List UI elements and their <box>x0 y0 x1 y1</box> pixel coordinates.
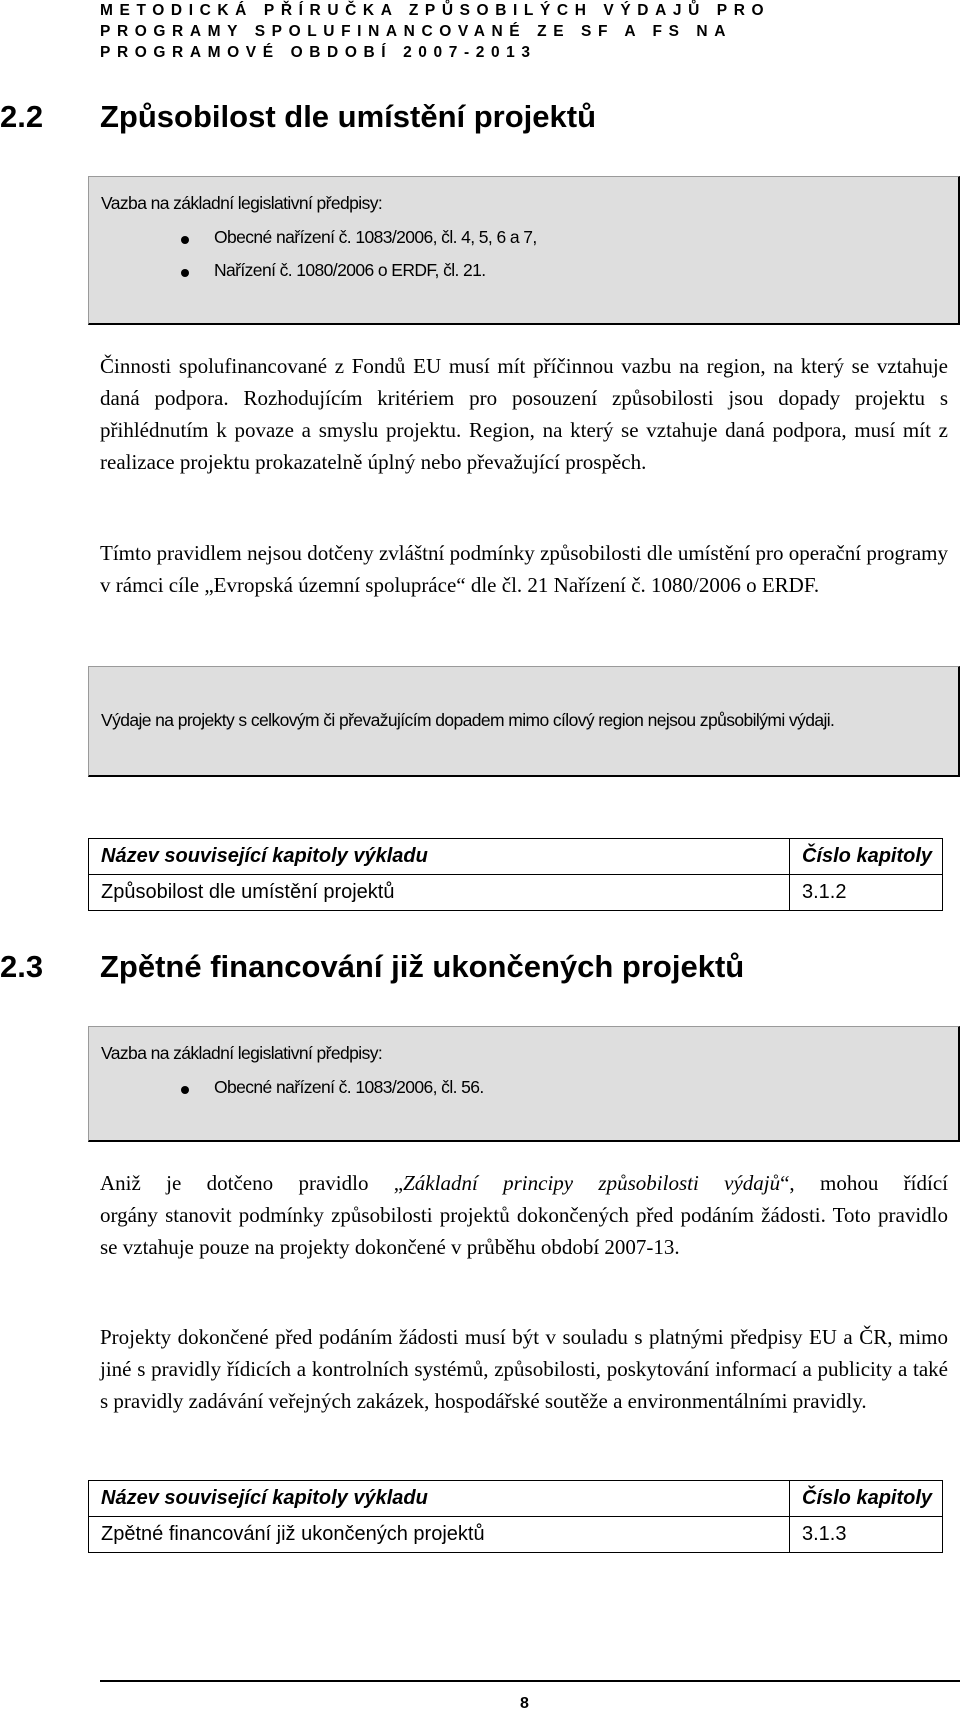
related-chapters-table <box>88 1480 943 1553</box>
bullet-icon <box>181 269 189 277</box>
section-number: 2.3 <box>0 949 44 984</box>
column-header-number: Číslo kapitoly <box>790 839 943 875</box>
note-text: Výdaje na projekty s celkovým či převažujícím dopadem mimo cílový region nejsou způsobilými výdaji. <box>101 710 835 730</box>
chapter-name: Zpětné financování již ukončených projektů <box>89 1517 790 1553</box>
legislation-item: Nařízení č. 1080/2006 o ERDF, čl. 21. <box>214 260 486 280</box>
column-header-name: Název související kapitoly výkladu <box>89 839 790 875</box>
footer-rule <box>100 1680 960 1682</box>
legislation-label: Vazba na základní legislativní předpisy: <box>101 193 383 213</box>
table-row <box>89 875 943 911</box>
bullet-icon <box>181 1086 189 1094</box>
legislation-label: Vazba na základní legislativní předpisy: <box>101 1043 383 1063</box>
bullet-icon <box>181 236 189 244</box>
paragraph: Činnosti spolufinancované z Fondů EU musí mít příčinnou vazbu na region, na který se vztahuje daná podpora. Rozhodujícím kritériem pro posouzení způsobilosti jsou dopady projektu s přihlédnutím k povaze a smyslu projektu. Region, na který se vztahuje daná podpora, musí mít z realizace projektu prokazatelně úplný nebo převažující prospěch. <box>100 354 948 474</box>
legislation-item: Obecné nařízení č. 1083/2006, čl. 4, 5, 6 a 7, <box>214 227 537 247</box>
header-line-3: PROGRAMOVÉ OBDOBÍ 2007-2013 <box>100 44 537 61</box>
paragraph: Tímto pravidlem nejsou dotčeny zvláštní podmínky způsobilosti dle umístění pro operační programy v rámci cíle „Evropská územní spolupráce“ dle čl. 21 Nařízení č. 1080/2006 o ERDF. <box>100 541 948 597</box>
paragraph-lead: Aniž je dotčeno pravidlo „ <box>100 1171 404 1195</box>
table-row <box>89 1517 943 1553</box>
legislation-box <box>88 1026 960 1142</box>
document-header <box>100 0 880 63</box>
legislation-item: Obecné nařízení č. 1083/2006, čl. 56. <box>214 1077 484 1097</box>
legislation-box <box>88 176 960 325</box>
chapter-number: 3.1.2 <box>790 875 943 911</box>
paragraph-body: orgány stanovit podmínky způsobilosti projektů dokončených před podáním žádosti. Toto pravidlo se vztahuje pouze na projekty dokončené v průběhu období 2007-13. <box>100 1203 948 1259</box>
rule-reference: Základní principy způsobilosti výdajů <box>403 1171 781 1195</box>
column-header-name: Název související kapitoly výkladu <box>89 1481 790 1517</box>
column-header-number: Číslo kapitoly <box>790 1481 943 1517</box>
paragraph-tail: “, mohou řídící <box>780 1171 949 1195</box>
related-chapters-table <box>88 838 943 911</box>
section-title: Zpětné financování již ukončených projektů <box>100 949 745 984</box>
section-title: Způsobilost dle umístění projektů <box>100 99 597 134</box>
note-box <box>88 666 960 777</box>
section-number: 2.2 <box>0 99 44 134</box>
table-header-row <box>89 839 943 875</box>
chapter-name: Způsobilost dle umístění projektů <box>89 875 790 911</box>
header-line-1: METODICKÁ PŘÍRUČKA ZPŮSOBILÝCH VÝDAJŮ PRO <box>100 2 771 19</box>
page-number: 8 <box>520 1695 529 1712</box>
header-line-2: PROGRAMY SPOLUFINANCOVANÉ ZE SF A FS NA <box>100 23 733 40</box>
paragraph: Projekty dokončené před podáním žádosti musí být v souladu s platnými předpisy EU a ČR, mimo jiné s pravidly řídicích a kontrolních systémů, způsobilosti, poskytování informací a publicity a také s pravidly zadávání veřejných zakázek, hospodářské soutěže a environmentálními pravidly. <box>100 1325 948 1413</box>
chapter-number: 3.1.3 <box>790 1517 943 1553</box>
paragraph <box>100 1167 948 1263</box>
table-header-row <box>89 1481 943 1517</box>
